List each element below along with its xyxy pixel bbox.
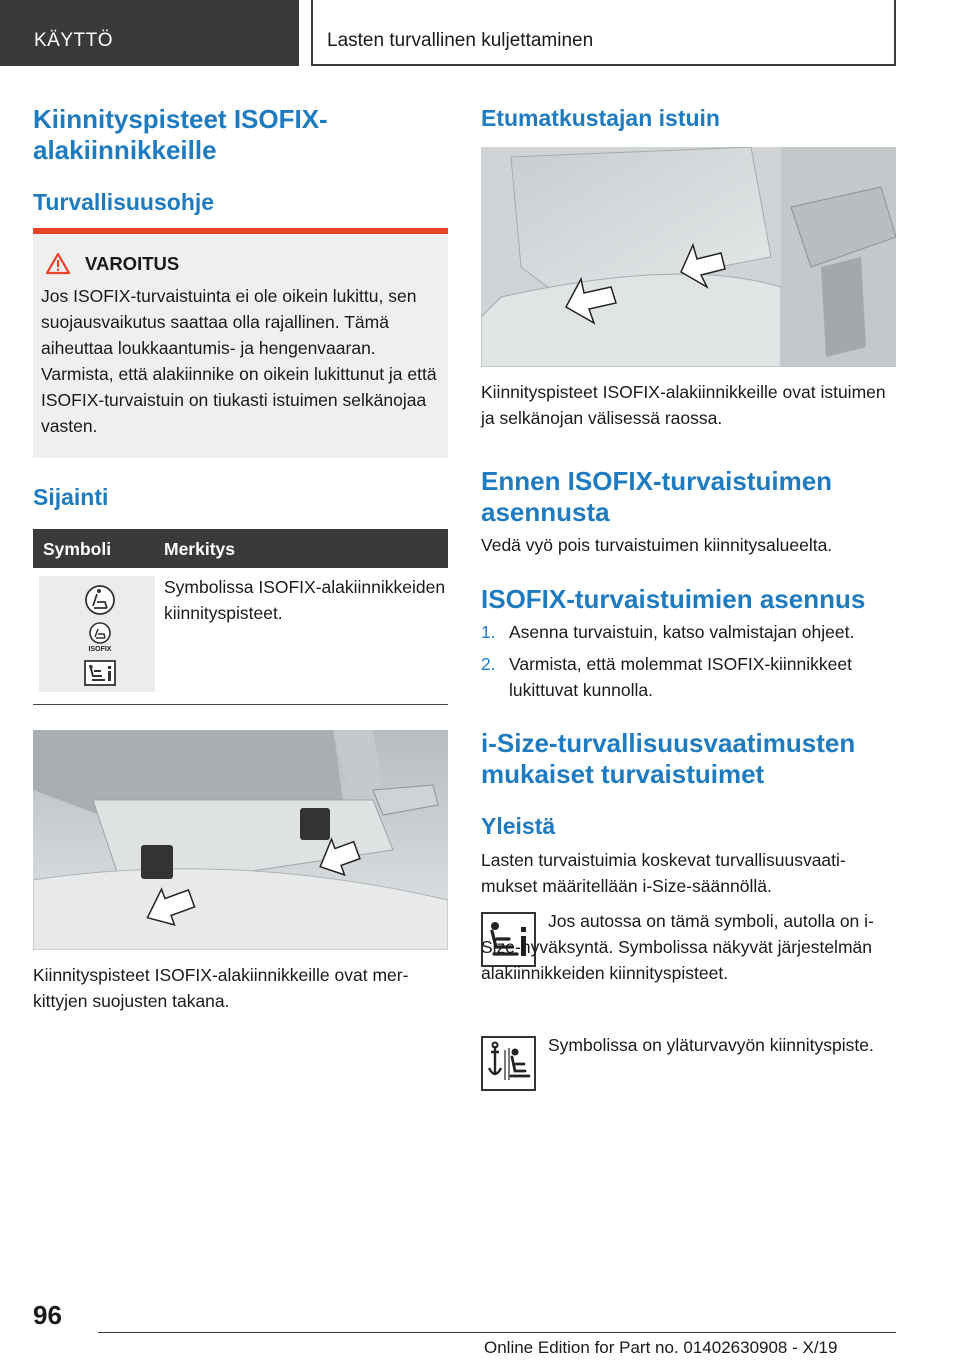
warning-title: VAROITUS [85,252,180,274]
general-text: Lasten turvaistuimia koskevat turvallisuusvaatimukset määritellään i-Size-säännöllä. [481,850,846,896]
rear-seat-photo [33,730,448,950]
symbol-table [33,529,448,705]
footer-edition: Online Edition for Part no. 01402630908 - X/19 [484,1338,838,1357]
before-install-heading: Ennen ISOFIX-turvaistuimen asennusta [481,466,833,527]
front-seat-photo [481,147,896,367]
step-text: Asenna turvaistuin, katso valmistajan ohjeet. [509,622,855,642]
general-heading: Yleistä [481,813,556,839]
install-heading: ISOFIX-turvaistuimien asennus [481,584,866,614]
top-tether-anchor-icon [483,1038,534,1089]
table-header [33,529,448,568]
install-steps [481,619,896,703]
page-number: 96 [33,1300,62,1330]
isofix-symbol-label: ISOFIX [88,646,112,653]
isize-heading: i-Size-turvallisuusvaatimusten mukaiset turvaistuimet [481,728,856,789]
warning-box [33,228,448,458]
header-section-tab [0,0,299,66]
list-item [481,619,896,645]
isofix-symbols-icon [39,576,155,692]
header-section-label: KÄYTTÖ [34,30,114,51]
warning-title-row [41,252,440,275]
step-text: Varmista, että molemmat ISOFIX-kiinnikkeet lukittuvat kunnolla. [509,654,852,700]
safety-heading: Turvallisuusohje [33,189,215,215]
rear-seat-illustration [33,730,448,950]
tether-symbol [481,1036,536,1091]
front-seat-heading: Etumatkustajan istuin [481,105,720,131]
isofix-symbol-cell [39,576,155,692]
before-install-text: Vedä vyö pois turvaistuimen kiinnitysalueelta. [481,535,833,555]
step-number: 1. [481,622,496,642]
table-header-meaning: Merkitys [164,539,236,559]
table-header-symbol: Symboli [43,539,112,559]
step-number: 2. [481,654,496,674]
page-title: Kiinnityspisteet ISOFIX- alakiinnikkeille [33,104,328,165]
warning-triangle-icon [45,252,71,275]
header-chapter-tab [311,0,896,66]
header-chapter-label: Lasten turvallinen kuljettaminen [327,30,594,51]
location-heading: Sijainti [33,484,109,510]
front-seat-illustration [481,147,896,367]
footer-divider [98,1332,896,1333]
front-seat-caption: Kiinnityspisteet ISOFIX-alakiinnikkeille ovat istuimen ja selkänojan välisessä raossa. [481,382,886,428]
warning-text: Jos ISOFIX-turvaistuinta ei ole oikein lukittu, sen suojausvaikutus saattaa olla rajallinen. Tämä aiheuttaa loukkaantumis- ja hengenvaaran. Varmista, että alakiinnike on oikein lukittunut ja että ISOFIX-turvaistuin on tiukasti istuimen selkänojaa vasten. [41,286,437,436]
tether-symbol-text: Symbolissa on yläturvavyön kiinnityspiste. [548,1035,874,1055]
table-cell-meaning: Symbolissa ISOFIX-alakiinnikkeiden kiinnityspisteet. [164,577,446,623]
isize-symbol-text: Jos autossa on tämä symboli, autolla on i-Size-hyväksyntä. Symbolissa näkyvät järjestelmän alakiinnikkeiden kiinnityspisteet. [481,911,874,983]
list-item [481,651,896,703]
table-row [33,568,448,705]
rear-seat-caption: Kiinnityspisteet ISOFIX-alakiinnikkeille ovat merkittyjen suojusten takana. [33,965,409,1011]
